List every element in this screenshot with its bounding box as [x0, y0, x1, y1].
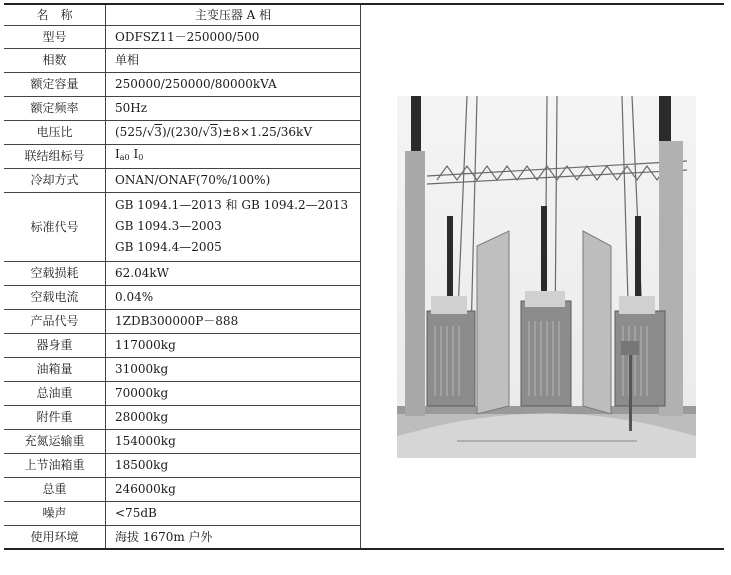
- row-label: 上节油箱重: [4, 453, 106, 477]
- row-value: 250000/250000/80000kVA: [106, 72, 361, 96]
- row-label: 电压比: [4, 120, 106, 144]
- row-value: ODFSZ11－250000/500: [106, 25, 361, 48]
- header-value-cell: 主变压器 A 相: [106, 4, 361, 25]
- row-value: 31000kg: [106, 357, 361, 381]
- row-value: 单相: [106, 48, 361, 72]
- standard-value: GB 1094.1—2013 和 GB 1094.2—2013 GB 1094.3—2003 GB 1094.4—2005: [106, 192, 361, 261]
- row-label: 附件重: [4, 405, 106, 429]
- row-value: 154000kg: [106, 429, 361, 453]
- transformer-photo: [397, 96, 696, 458]
- photo-cell: [361, 4, 725, 549]
- row-label: 油箱量: [4, 357, 106, 381]
- row-label: 空载电流: [4, 285, 106, 309]
- row-label: 产品代号: [4, 309, 106, 333]
- row-value: 50Hz: [106, 96, 361, 120]
- row-value: 28000kg: [106, 405, 361, 429]
- row-label: 空载损耗: [4, 261, 106, 285]
- row-label: 额定容量: [4, 72, 106, 96]
- row-label: 总油重: [4, 381, 106, 405]
- row-value: 0.04%: [106, 285, 361, 309]
- voltage-ratio-value: (525/√3)/(230/√3)±8×1.25/36kV: [106, 120, 361, 144]
- row-label: 使用环境: [4, 525, 106, 549]
- spec-table: [4, 3, 724, 550]
- row-value: 海拔 1670m 户外: [106, 525, 361, 549]
- row-label: 总重: [4, 477, 106, 501]
- row-label: 型号: [4, 25, 106, 48]
- row-value: 18500kg: [106, 453, 361, 477]
- row-label: 器身重: [4, 333, 106, 357]
- connection-value: $I_{a0}$ $I_0$: [106, 144, 361, 168]
- row-label: 充氮运输重: [4, 429, 106, 453]
- row-value: 62.04kW: [106, 261, 361, 285]
- row-value: 117000kg: [106, 333, 361, 357]
- row-value: 246000kg: [106, 477, 361, 501]
- row-label: 标准代号: [4, 192, 106, 261]
- row-value: 1ZDB300000P－888: [106, 309, 361, 333]
- row-label: 相数: [4, 48, 106, 72]
- row-label: 噪声: [4, 501, 106, 525]
- row-label: 联结组标号: [4, 144, 106, 168]
- row-value: <75dB: [106, 501, 361, 525]
- row-value: 70000kg: [106, 381, 361, 405]
- row-value: ONAN/ONAF(70%/100%): [106, 168, 361, 192]
- header-name-cell: 名 称: [4, 4, 106, 25]
- row-label: 额定频率: [4, 96, 106, 120]
- row-label: 冷却方式: [4, 168, 106, 192]
